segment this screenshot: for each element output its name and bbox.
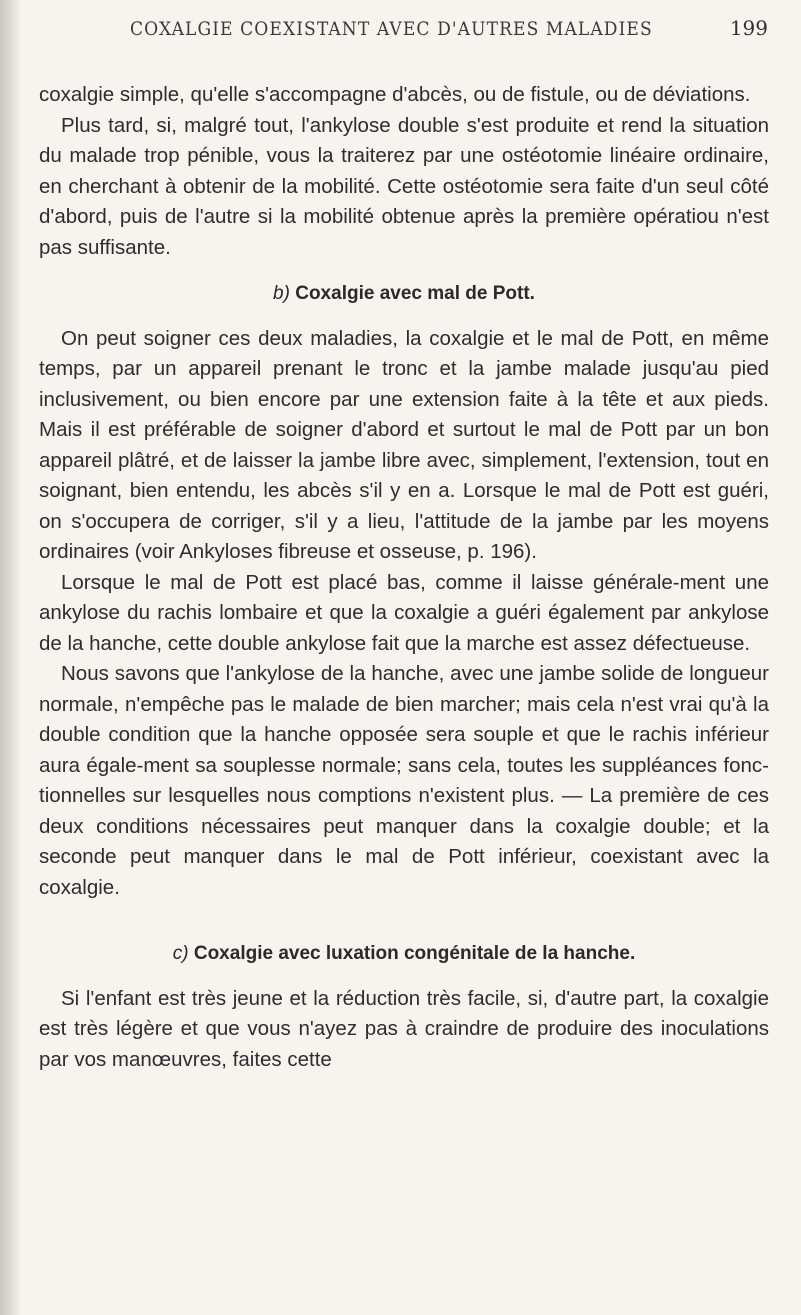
section-heading-c xyxy=(39,939,769,970)
section-title: Coxalgie avec luxation congénitale de la hanche. xyxy=(193,943,636,964)
paragraph: Plus tard, si, malgré tout, l'ankylose double s'est produite et rend la situation du malade trop pénible, vous la traiterez par une ostéotomie linéaire ordinaire, en cherchant à obtenir de la mobilité. Cette ostéotomie sera faite d'un seul côté d'abord, puis de l'autre si la mobilité obtenue après la première opératiou n'est pas suffisante. xyxy=(39,113,769,259)
section-heading-b xyxy=(39,279,769,310)
body-text xyxy=(39,80,769,1075)
paragraph: coxalgie simple, qu'elle s'accompagne d'abcès, ou de fistule, ou de déviations. xyxy=(39,83,751,106)
running-head xyxy=(40,14,780,54)
page-number: 199 xyxy=(729,16,768,40)
paragraph: Nous savons que l'ankylose de la hanche, avec une jambe solide de longueur normale, n'empêche pas le malade de bien marcher; mais cela n'est vrai qu'à la double condition que la hanche opposée sera souple et que le rachis inférieur aura égale-ment sa souplesse normale; sans cela, toutes les suppléances fonc-tionnelles sur lesquelles nous comptions n'existent plus. — La première de ces deux conditions nécessaires peut manquer dans la coxalgie double; et la seconde peut manquer dans le mal de Pott inférieur, coexistant avec la coxalgie. xyxy=(39,662,769,899)
paragraph: Lorsque le mal de Pott est placé bas, comme il laisse générale-ment une ankylose du rachis lombaire et que la coxalgie a guéri également par ankylose de la hanche, cette double ankylose fait que la marche est assez défectueuse. xyxy=(39,570,769,655)
paragraph: Si l'enfant est très jeune et la réduction très facile, si, d'autre part, la coxalgie est très légère et que vous n'ayez pas à craindre de produire des inoculations par vos manœuvres, faites cette xyxy=(39,986,769,1071)
section-letter: c) xyxy=(172,943,189,964)
binding-gutter xyxy=(0,0,22,1315)
section-title: Coxalgie avec mal de Pott. xyxy=(295,283,535,304)
running-title: COXALGIE COEXISTANT AVEC D'AUTRES MALADIES xyxy=(130,18,653,40)
section-letter: b) xyxy=(273,283,290,304)
paragraph: On peut soigner ces deux maladies, la coxalgie et le mal de Pott, en même temps, par un appareil prenant le tronc et la jambe malade jusqu'au pied inclusivement, ou bien encore par une extension faite à la tête et aux pieds. Mais il est préférable de soigner d'abord et surtout le mal de Pott par un bon appareil plâtré, et de laisser la jambe libre avec, simplement, l'extension, tout en soignant, bien entendu, les abcès s'il y en a. Lorsque le mal de Pott est guéri, on s'occupera de corriger, s'il y a lieu, l'attitude de la jambe par les moyens ordinaires (voir Ankyloses fibreuse et osseuse, p. 196). xyxy=(39,326,769,563)
